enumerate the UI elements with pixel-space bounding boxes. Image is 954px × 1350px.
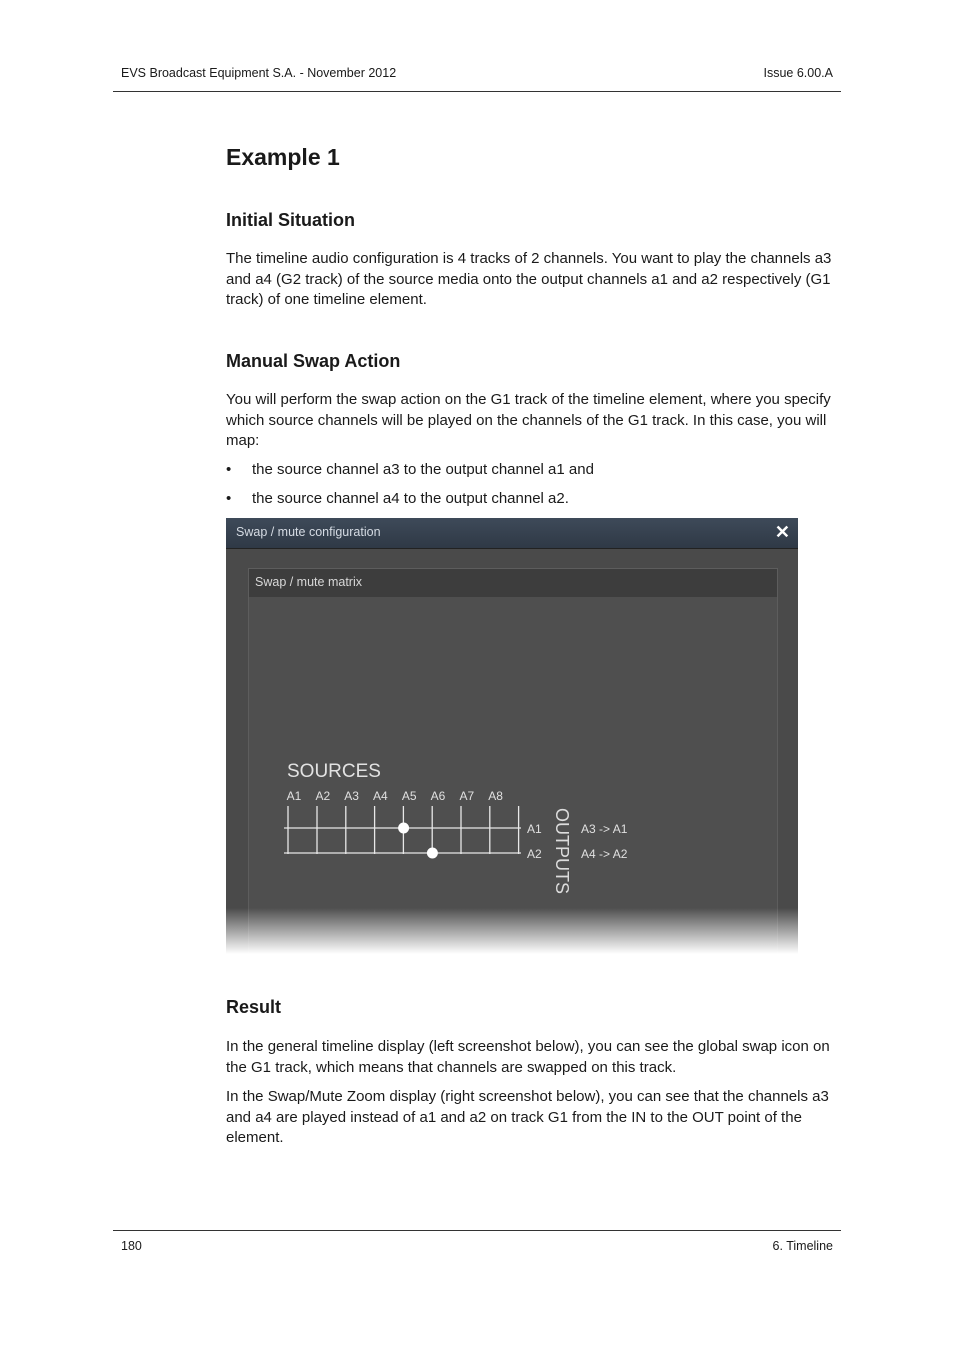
outputs-label: OUTPUTS bbox=[552, 808, 572, 895]
heading-result: Result bbox=[226, 997, 282, 1017]
result-text-2: In the Swap/Mute Zoom display (right screenshot below), you can see that the channels a3 and a4 are played instead of a1 and a2 on track G1 from the IN to the OUT point of the element. bbox=[226, 1088, 829, 1146]
source-channel-label: A2 bbox=[315, 789, 331, 803]
dialog-title: Swap / mute configuration bbox=[236, 525, 381, 539]
panel-title: Swap / mute matrix bbox=[255, 575, 362, 589]
page-footer bbox=[113, 1230, 841, 1253]
footer-page-number: 180 bbox=[121, 1239, 142, 1253]
bottom-fade bbox=[226, 908, 798, 954]
output-channel-label: A1 bbox=[527, 822, 542, 836]
source-channel-label: A4 bbox=[373, 789, 388, 803]
sources-label: SOURCES bbox=[287, 761, 381, 782]
header-right: Issue 6.00.A bbox=[763, 66, 833, 80]
heading-manual-swap: Manual Swap Action bbox=[226, 351, 401, 371]
source-channel-label: A5 bbox=[401, 789, 417, 803]
swap-mute-dialog-screenshot bbox=[226, 518, 798, 954]
bullet-text: the source channel a3 to the output channel a1 and bbox=[252, 461, 594, 478]
mapping-text: A4 -> A2 bbox=[581, 847, 628, 861]
source-channel-label: A7 bbox=[459, 789, 475, 803]
manual-swap-text: You will perform the swap action on the G1 track of the timeline element, where you specify which source channels will be played on the channels of the G1 track. In this case, you will map: bbox=[226, 391, 831, 449]
source-channel-label: A6 bbox=[430, 789, 446, 803]
footer-chapter: 6. Timeline bbox=[772, 1239, 833, 1253]
source-channel-label: A1 bbox=[286, 789, 302, 803]
page-title: Example 1 bbox=[226, 144, 340, 170]
bullet-text: the source channel a4 to the output channel a2. bbox=[252, 490, 569, 507]
mapping-point bbox=[427, 848, 438, 859]
result-text-1: In the general timeline display (left screenshot below), you can see the global swap icon on the G1 track, which means that channels are swapped on this track. bbox=[226, 1038, 830, 1076]
mapping-point bbox=[398, 823, 409, 834]
output-channel-label: A2 bbox=[527, 847, 542, 861]
source-channel-label: A8 bbox=[488, 789, 503, 803]
header-left: EVS Broadcast Equipment S.A. - November 2012 bbox=[121, 66, 397, 80]
page-header bbox=[113, 0, 841, 92]
initial-situation-text: The timeline audio configuration is 4 tracks of 2 channels. You want to play the channels a3 and a4 (G2 track) of the source media onto the output channels a1 and a2 respectively (G1 track) of one timeline element. bbox=[226, 250, 832, 308]
mapping-text: A3 -> A1 bbox=[581, 822, 628, 836]
close-icon[interactable]: ✕ bbox=[774, 522, 790, 542]
heading-initial-situation: Initial Situation bbox=[226, 210, 355, 230]
source-channel-label: A3 bbox=[344, 789, 359, 803]
swap-matrix bbox=[226, 518, 798, 954]
